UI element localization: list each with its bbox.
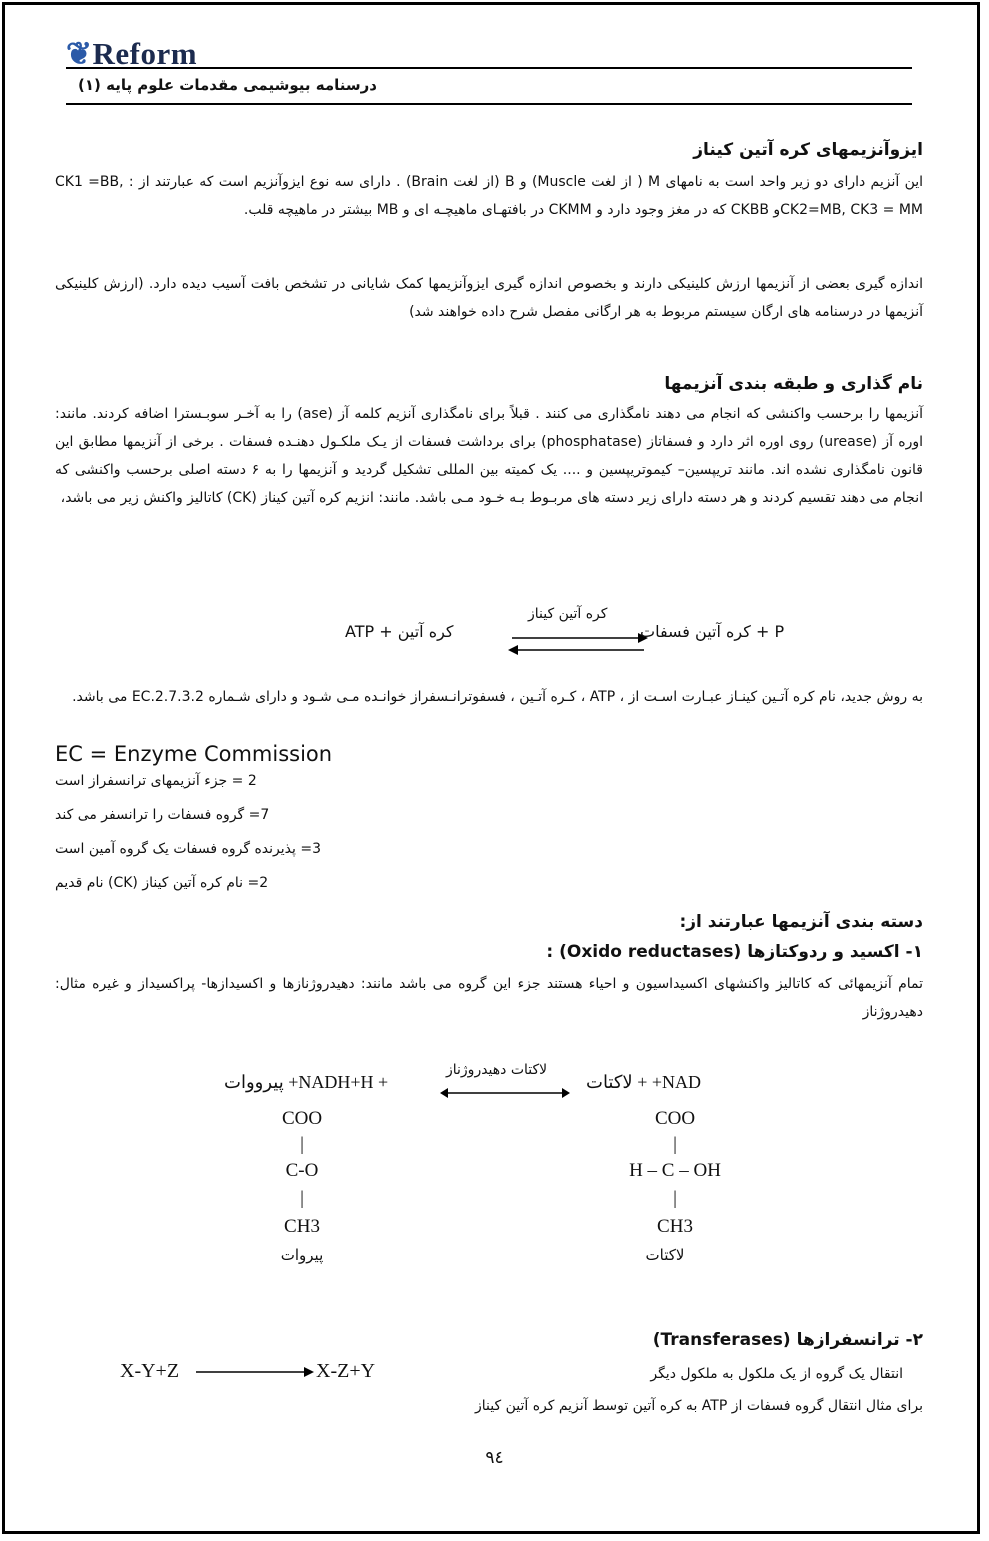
reaction1-right: کره آتین فسفات + P <box>640 622 785 641</box>
isoenzymes-heading: ایزوآنزیمهای کره آتین کیناز <box>693 140 923 160</box>
reaction2-arrow <box>440 1086 570 1100</box>
pyruvate-bond-2: | <box>300 1188 304 1209</box>
header-rule-top <box>66 67 912 69</box>
reaction1-left: ATP + کره آتین <box>345 622 454 641</box>
class-1-paragraph: تمام آنزیمهائی که کاتالیز واکنشهای اکسیداسیون و احیاء هستند جزء این گروه می باشد مانند: دهیدروژنازها و اکسیدازها- پراکسیداز و غیره مثال: دهیدروژناز <box>55 976 923 1020</box>
ec-line-1: 2 = جزء آنزیمهای ترانسفراز است <box>55 773 257 789</box>
class-1-heading: ۱- اکسید و ردوکتازها (Oxido reductases) : <box>546 942 923 962</box>
pyruvate-bond-1: | <box>300 1134 304 1155</box>
ec-line-3: 3= پذیرنده گروه فسفات یک گروه آمین است <box>55 841 321 857</box>
reaction2-enzyme: لاکتات دهیدروژناز <box>446 1062 548 1078</box>
header-rule-bottom <box>66 103 912 105</box>
transfer-eq-left: X-Y+Z <box>120 1360 180 1382</box>
isoenzymes-paragraph-1: این آنزیم دارای دو زیر واحد است به نامهای M ( از لغت Muscle) و B (از لغت Brain) . دارای سه نوع ایزوآنزیم است که عبارتند از : CK1 =BB, CK2=MB, CK3 = MMو CKBB که در مغز وجود دارد و CKMM در بافتهـای ماهیچـه ای و MB بیشتر در ماهیچه قلب. <box>55 174 924 218</box>
page-number: ۹٤ <box>485 1448 504 1468</box>
ec-line-2: 7= گروه فسفات را ترانسفر می کند <box>55 807 270 823</box>
lactate-bond-1: | <box>673 1134 677 1155</box>
pyruvate-c1: COO <box>281 1108 323 1129</box>
lactate-bond-2: | <box>673 1188 677 1209</box>
ec-line-4: 2= نام کره آتین کیناز (CK) نام قدیم <box>55 875 269 891</box>
lactate-c3: CH3 <box>657 1216 693 1237</box>
naming-heading: نام گذاری و طبقه بندی آنزیمها <box>664 374 923 394</box>
transferases-line-2: برای مثال انتقال گروه فسفات از ATP به کره آتین توسط آنزیم کره آتین کیناز <box>474 1398 923 1414</box>
classes-heading: دسته بندی آنزیمها عبارتند از: <box>679 912 923 932</box>
reform-logo: ❦Reform <box>66 36 198 71</box>
reaction2-left: + NADH+H+ پیرووات <box>224 1072 389 1092</box>
pyruvate-c3: CH3 <box>284 1216 320 1237</box>
header-subtitle: درسنامه بیوشیمی مقدمات علوم پایه (۱) <box>78 76 377 94</box>
lactate-c2: H – C – OH <box>629 1160 721 1181</box>
reaction1-arrows <box>508 630 648 658</box>
page-border <box>2 2 980 1534</box>
lactate-label: لاکتات <box>645 1246 685 1264</box>
reaction2-right: NAD+ + لاکتات <box>586 1072 701 1092</box>
reaction1-enzyme: کره آتین کیناز <box>528 606 608 622</box>
naming-paragraph: آنزیمها را برحسب واکنشی که انجام می دهند نامگذاری می کنند . قبلاً برای نامگذاری آنزیم کلمه آز (ase) را به آخـر سوبـسترا اضافه کردند. مانند: اوره آز (urease) روی اوره اثر دارد و فسفاتاز (phosphatase) برای برداشت فسفات از یـک ملکـول دهنـده فسفات . برخی از آنزیمها مطابق این قانون نامگذاری نشده اند. مانند تریپسین– کیموتریپسین و .... یک کمیته بین المللی تشکیل گردید و آنزیمها را به ۶ دسته اصلی برحسب واکنشی که انجام می دهند تقسیم کردند و هر دسته دارای زیر دسته های مربـوط بـه خـود مـی باشد. مانند: انزیم کره آتین کیناز (CK) کاتالیز واکنش زیر می باشد، <box>55 406 923 506</box>
class-2-heading: ۲- ترانسفرازها (Transferases) <box>652 1330 923 1350</box>
pyruvate-c2: C-O <box>285 1160 319 1181</box>
transferases-line-1: انتقال یک گروه از یک ملکول به ملکول دیگر <box>650 1366 903 1382</box>
lactate-c1: COO <box>654 1108 696 1129</box>
naming-paragraph-2: به روش جدید، نام کره آتـین کینـاز عبـارت اسـت از ، ATP ، کـره آتـین ، فسفوترانـسفراز خوانـده مـی شـود و دارای شـماره EC.2.7.3.2 می باشد. <box>72 689 923 705</box>
ec-definition: EC = Enzyme Commission <box>55 742 333 766</box>
pyruvate-label: پیروات <box>280 1246 324 1264</box>
transfer-eq-arrow <box>196 1365 314 1379</box>
transfer-eq-right: X-Z+Y <box>316 1360 376 1382</box>
isoenzymes-paragraph-2: اندازه گیری بعضی از آنزیمها ارزش کلینیکی دارند و بخصوص اندازه گیری ایزوآنزیمها کمک شایانی در تشخص بافت آسیب دیده دارد. (ارزش کلینیکی آنزیمها در درسنامه های ارگان سیستم مربوط به هر ارگانی مفصل شرح داده خواهند شد) <box>55 276 923 320</box>
